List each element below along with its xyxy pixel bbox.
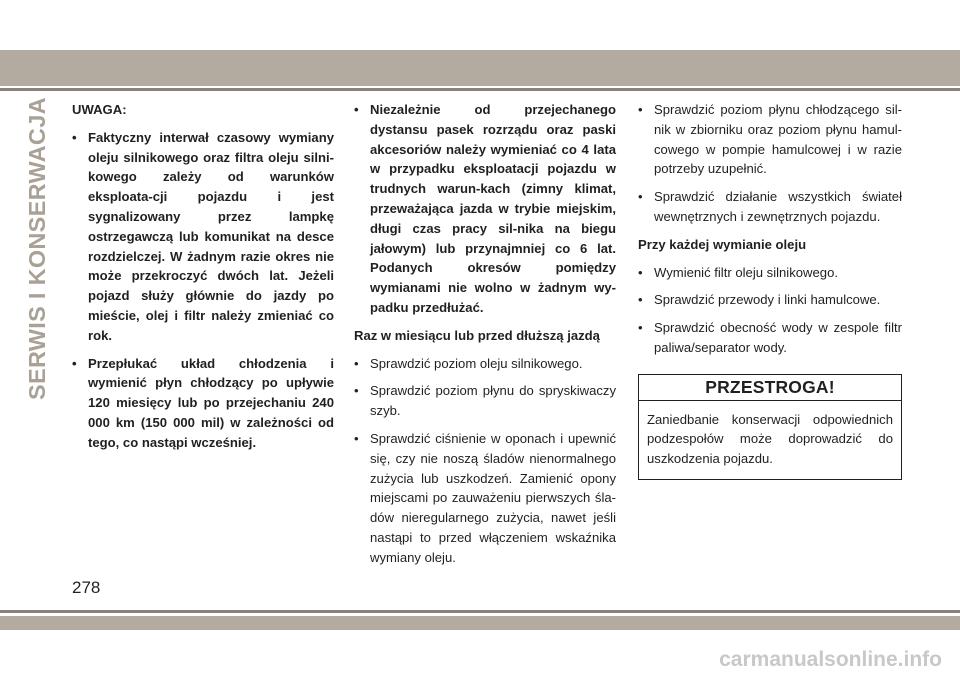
list-item: • Wymienić filtr oleju silnikowego.: [638, 263, 902, 283]
list-item: • Sprawdzić poziom oleju silnikowego.: [354, 354, 616, 374]
caution-text: Zaniedbanie konserwacji odpowiednich podzespołów może doprowadzić do uszkodzenia pojazdu.: [647, 411, 893, 467]
list-item: • Przepłukać układ chłodzenia i wymienić płyn chłodzący po upływie 120 miesięcy lub po przejechaniu 240 000 km (150 000 mil) w zależności od tego, co nastąpi wcześniej.: [72, 355, 334, 450]
note-heading: UWAGA:: [72, 102, 127, 117]
bullet: •: [354, 102, 359, 117]
list-item: • Niezależnie od przejechanego dystansu pasek rozrządu oraz paski akcesoriów należy wymieniać co 4 lata w przypadku eksploatacji pojazdu w trudnych warun-kach (zimny klimat, przeważająca jazda w trybie miejskim, długi czas pracy sil-nika na biegu jałowym) lub przynajmniej co 6 lat. Podanych okresów pomiędzy wymianami nie wolno w żadnym wy-padku przedłużać.: [354, 102, 616, 315]
bullet: •: [354, 430, 359, 446]
caution-box: [638, 374, 902, 480]
page-number: 278: [72, 578, 101, 597]
caution-title: PRZESTROGA!: [639, 375, 901, 401]
header-rule: [0, 88, 960, 91]
list-item: • Sprawdzić poziom płynu do spryskiwaczy szyb.: [354, 383, 616, 419]
list-item: • Sprawdzić ciśnienie w oponach i upewnić się, czy nie noszą śladów nienormalnego zużycia lub uszkodzeń. Zamienić opony miejscami po zauważeniu pierwszych śla-dów nieregularnego zużycia, nawet jeśli nastąpi to przed włączeniem wskaźnika wymiany oleju.: [354, 430, 616, 565]
bullet: •: [638, 102, 643, 117]
bullet: •: [638, 320, 643, 336]
bullet: •: [72, 355, 77, 371]
section-side-title: SERWIS I KONSERWACJA: [24, 97, 50, 400]
bullet: •: [354, 383, 359, 399]
monthly-heading: Raz w miesiącu lub przed dłuższą jazdą: [354, 327, 600, 343]
column-2: [354, 100, 616, 576]
list-item: • Sprawdzić działanie wszystkich świateł wewnętrznych i zewnętrznych pojazdu.: [638, 189, 902, 224]
footer-band: [0, 616, 960, 630]
list-item: • Sprawdzić obecność wody w zespole filtr paliwa/separator wody.: [638, 320, 902, 355]
bullet: •: [638, 264, 643, 280]
footer-rule: [0, 610, 960, 613]
list-item: • Faktyczny interwał czasowy wymiany oleju silnikowego oraz filtra oleju silni-kowego zależy od warunków eksploata-cji pojazdu i jest sygnalizowany przez lampkę ostrzegawczą lub komunikat na desce rozdzielczej. W żadnym razie okres nie może przekroczyć dwóch lat. Jeżeli pojazd służy głównie do jazdy po mieście, olej i filtr należy zmieniać co rok.: [72, 129, 334, 343]
oil-change-heading: Przy każdej wymianie oleju: [638, 236, 807, 252]
column-3: [638, 100, 902, 480]
list-item: • Sprawdzić poziom płynu chłodzącego sil-nik w zbiorniku oraz poziom płynu hamul-cowego w pompie hamulcowej i w razie potrzeby uzupełnić.: [638, 102, 902, 177]
list-item: • Sprawdzić przewody i linki hamulcowe.: [638, 290, 902, 310]
bullet: •: [638, 292, 643, 308]
column-1: [72, 100, 334, 461]
header-band: [0, 50, 960, 86]
bullet: •: [354, 355, 359, 371]
bullet: •: [72, 129, 77, 145]
watermark: carmanualsonline.info: [719, 648, 942, 671]
bullet: •: [638, 189, 643, 205]
